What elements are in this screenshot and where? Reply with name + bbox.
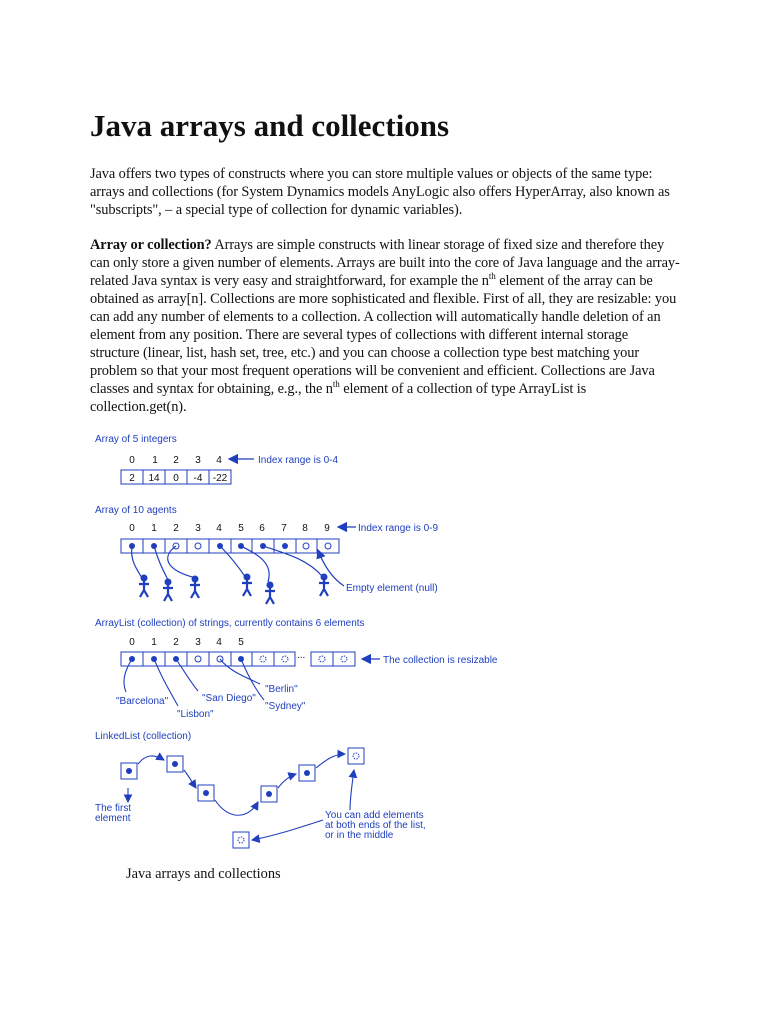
index-range-note: Index range is 0-9 [358,523,439,534]
index-label: 5 [238,637,244,648]
string-label-sydney: "Sydney" [265,701,306,712]
index-label: 4 [216,637,222,648]
string-label-berlin: "Berlin" [265,684,298,695]
index-label: 0 [129,455,135,466]
index-label: 0 [129,637,135,648]
paragraph-text-3: element of a collection of type ArrayList is collection.get(n). [90,381,587,415]
section-array-agents-title: Array of 10 agents [95,505,177,516]
add-elements-note-line2: at both ends of the list, [325,820,426,831]
index-label: 1 [152,455,158,466]
section-linkedlist-title: LinkedList (collection) [95,731,192,742]
index-label: 3 [195,523,201,534]
add-elements-note-line3: or in the middle [325,830,394,841]
index-label: 3 [195,455,201,466]
paragraph-lead: Array or collection? [90,237,212,253]
array-cell-value: -22 [212,473,228,484]
first-element-note-line1: The first [95,803,132,814]
index-label: 3 [195,637,201,648]
array-cell-value: 2 [129,473,135,484]
add-elements-note-line1: You can add elements [325,810,424,821]
index-label: 4 [216,523,222,534]
page-title: Java arrays and collections [90,108,450,143]
index-label: 8 [302,523,308,534]
collections-diagram [88,428,508,858]
index-label: 5 [238,523,244,534]
resizable-note: The collection is resizable [383,655,498,666]
paragraph-text-2: element of the array can be obtained as array[n]. Collections are more sophisticated and flexible. First of all, they are resizable: you can add any number of elements to a collection. A collection will automatically handle deletion of an element from any position. There are several types of collections with different internal storage structure (linear, list, hash set, tree, etc.) and you can choose a collection type best matching your problem so that your most frequent operations will be convenient and efficient. Collections are Java classes and syntax for obtaining, e.g., the n [90,273,677,397]
index-label: 1 [151,523,157,534]
index-label: 9 [324,523,330,534]
array-cell-value: -4 [193,473,203,484]
index-label: 1 [151,637,157,648]
index-label: 2 [173,637,179,648]
string-label-lisbon: "Lisbon" [177,709,214,720]
index-label: 7 [281,523,287,534]
superscript-th: th [488,271,496,282]
index-label: 2 [173,455,179,466]
section-arraylist-title: ArrayList (collection) of strings, currently contains 6 elements [95,618,365,629]
first-element-note-line2: element [95,813,131,824]
section-array-integers-title: Array of 5 integers [95,434,177,445]
array-cell-value: 0 [173,473,179,484]
empty-element-note: Empty element (null) [346,583,438,594]
paragraph-text-1: Arrays are simple constructs with linear storage of fixed size and therefore they can only store a given number of elements. Arrays are built into the core of Java language and the array-related Java syntax is very easy and straightforward, for example the n [90,237,680,289]
string-label-san-diego: "San Diego" [202,693,256,704]
superscript-th: th [332,379,340,390]
intro-paragraph: Java offers two types of constructs where you can store multiple values or objects of the same type: arrays and collections (for System Dynamics models AnyLogic also offers HyperArray, also known as "subscripts", – a special type of collection for dynamic variables). [90,166,670,218]
string-label-barcelona: "Barcelona" [116,696,169,707]
index-label: 0 [129,523,135,534]
more-elements-ellipsis: ... [297,650,306,661]
array-cell-value: 14 [148,473,160,484]
index-label: 6 [259,523,265,534]
figure-caption: Java arrays and collections [126,866,281,882]
index-label: 4 [216,455,222,466]
array-or-collection-paragraph [90,236,680,416]
index-range-note: Index range is 0-4 [258,455,339,466]
index-label: 2 [173,523,179,534]
